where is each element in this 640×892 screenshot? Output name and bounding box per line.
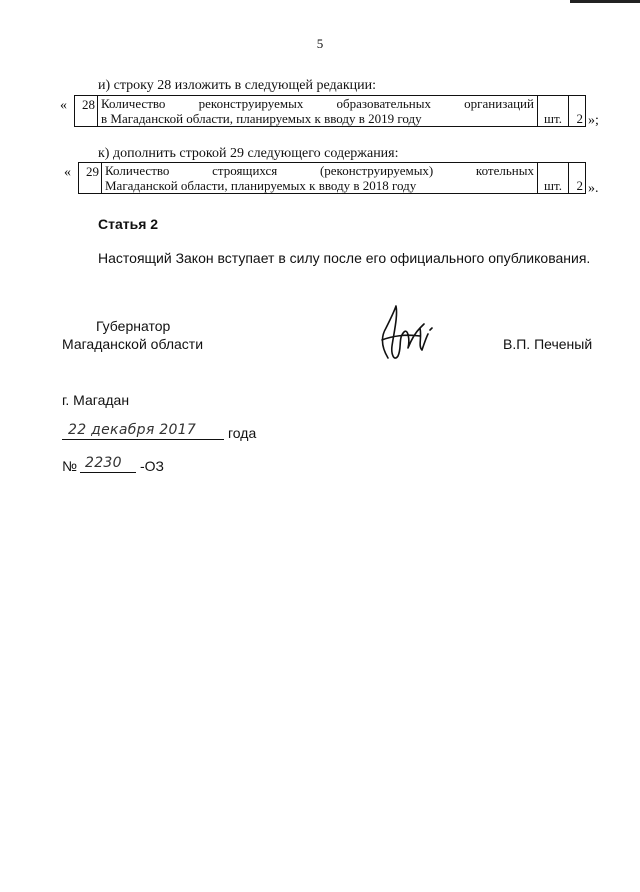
law-number-suffix: -ОЗ: [140, 458, 165, 474]
handwritten-date: 22 декабря 2017: [68, 422, 197, 438]
date-suffix: года: [228, 425, 257, 441]
row-description-line2: Магаданской области, планируемых к вводу в 2018 году: [102, 178, 538, 194]
instruction-item-i: и) строку 28 изложить в следующей редакции:: [98, 78, 377, 93]
handwritten-law-number: 2230: [85, 455, 122, 471]
instruction-item-k: к) дополнить строкой 29 следующего содержания:: [98, 146, 399, 161]
row-value: 2: [569, 163, 586, 194]
close-quote-item-i: »;: [588, 113, 599, 128]
scan-edge-mark: [570, 0, 640, 3]
row-value: 2: [569, 96, 586, 127]
signatory-position-line2: Магаданской области: [62, 336, 204, 352]
date-underline: [62, 439, 224, 440]
article-text: Настоящий Закон вступает в силу после его официального опубликования.: [98, 250, 591, 266]
row-unit: шт.: [538, 96, 569, 127]
row-unit: шт.: [538, 163, 569, 194]
row-description-line2: в Магаданской области, планируемых к вводу в 2019 году: [98, 111, 538, 127]
signatory-position-line1: Губернатор: [96, 318, 171, 334]
handwritten-signature: [368, 298, 440, 368]
row-number: 29: [79, 163, 102, 194]
row-number: 28: [75, 96, 98, 127]
page-number: 5: [316, 36, 324, 51]
law-number-prefix: №: [62, 458, 78, 474]
amendment-table-row-29: [78, 162, 586, 194]
city: г. Магадан: [62, 392, 130, 408]
row-description-line1: Количество реконструируемых образовательных организаций: [98, 96, 538, 112]
amendment-table-row-28: [74, 95, 586, 127]
signatory-name: В.П. Печеный: [503, 336, 593, 352]
article-heading: Статья 2: [98, 216, 159, 232]
open-quote-item-i: «: [60, 98, 67, 113]
close-quote-item-k: ».: [588, 181, 599, 196]
row-description-line1: Количество строящихся (реконструируемых) котельных: [102, 163, 538, 179]
open-quote-item-k: «: [64, 165, 71, 180]
law-number-underline: [80, 472, 136, 473]
